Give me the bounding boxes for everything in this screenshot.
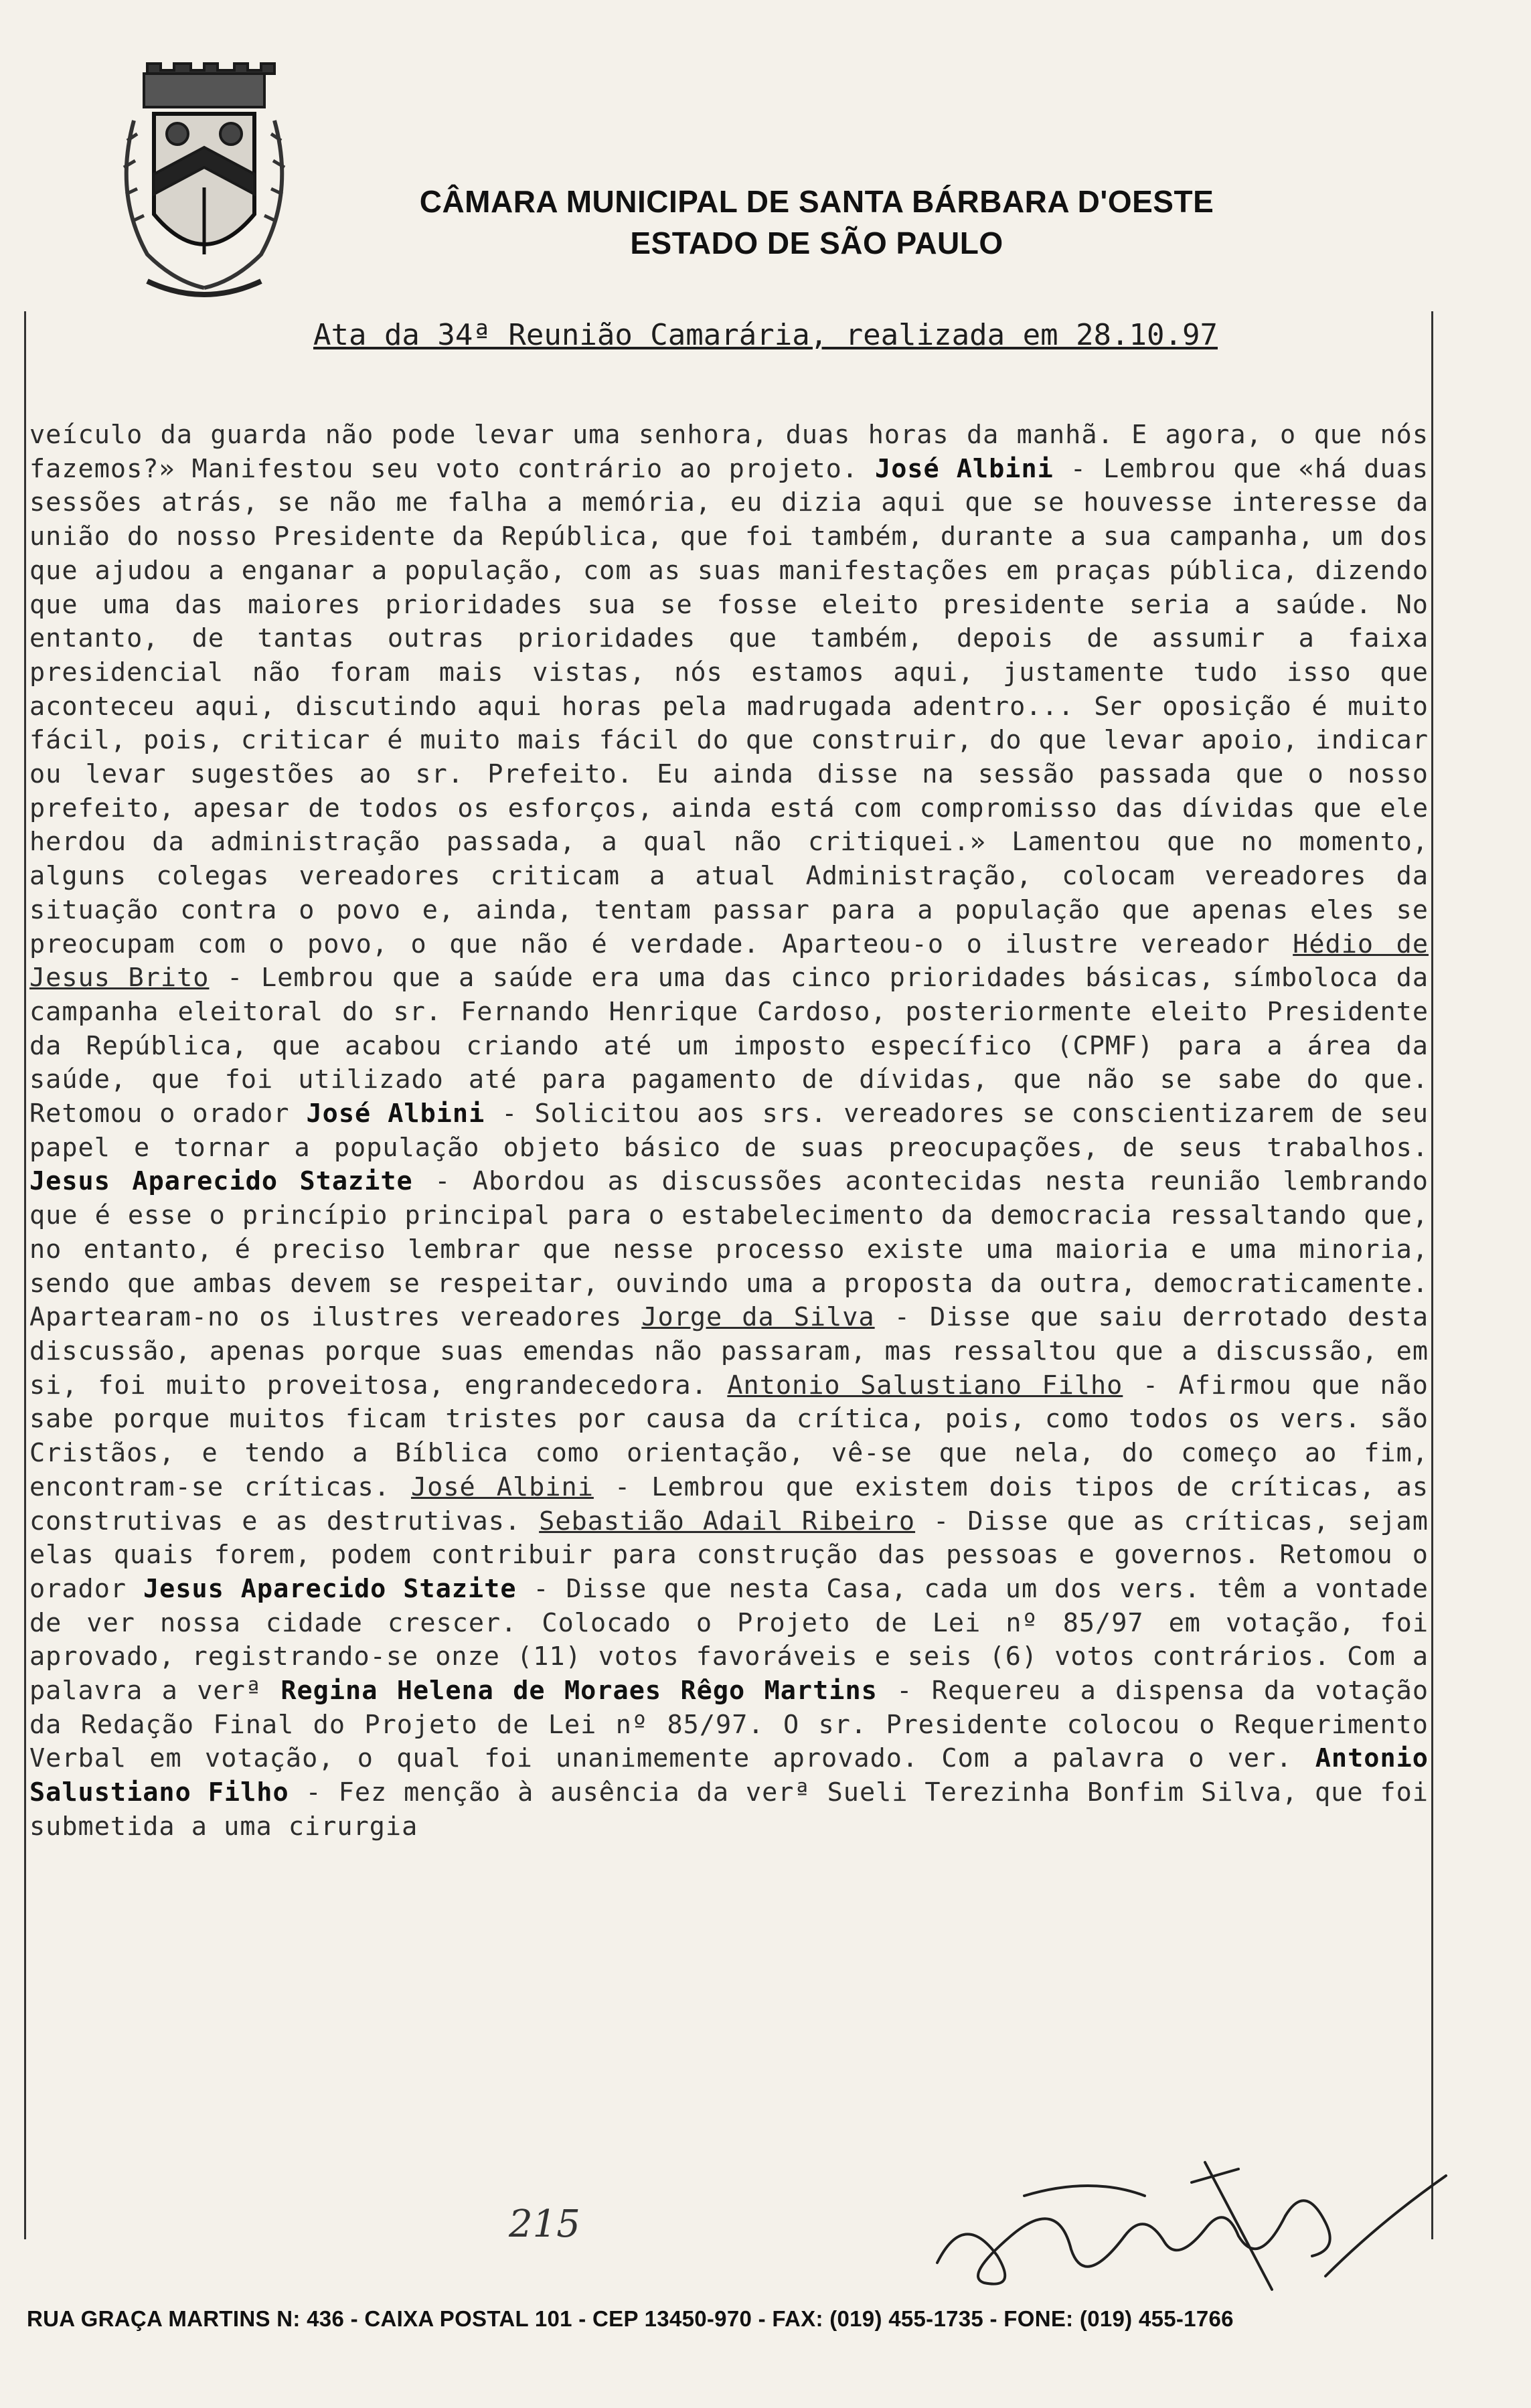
speaker-name: José Albini <box>875 453 1054 484</box>
speaker-name: Jesus Aparecido Stazite <box>29 1166 413 1197</box>
minutes-text: - Disse que nesta Casa, cada um dos vers. têm a vontade de ver nossa cidade crescer. Colocado o Projeto de Lei nº 85/97 em votação, foi aprovado, registrando-se onze (11) votos favoráveis e seis (6) votos contrários. Com a palavra a verª <box>29 1573 1429 1706</box>
municipal-coat-of-arms <box>107 60 301 308</box>
minutes-text: - Abordou as discussões acontecidas nesta reunião lembrando que é esse o princípio principal para o estabelecimento da democracia ressaltando que, no entanto, é preciso lembrar que nesse processo existe uma maioria e uma minoria, sendo que ambas devem se respeitar, ouvindo uma a proposta da outra, democraticamente. Apartearam-no os ilustres vereadores <box>29 1166 1429 1333</box>
handwritten-page-number: 215 <box>509 2202 580 2246</box>
minutes-text: veículo da guarda não pode levar uma senhora, duas horas da manhã. E agora, o que nós fazemos?» Manifestou seu voto contrário ao projeto. <box>29 420 1429 484</box>
aparte-speaker-name: Jorge da Silva <box>641 1302 875 1333</box>
aparte-speaker-name: Antonio Salustiano Filho <box>727 1370 1123 1400</box>
right-margin-rule <box>1431 311 1433 2239</box>
letterhead-footer: RUA GRAÇA MARTINS N: 436 - CAIXA POSTAL 101 - CEP 13450-970 - FAX: (019) 455-1735 - FONE: (019) 455-1766 <box>27 2306 1234 2331</box>
aparte-speaker-name: Hédio de Jesus Brito <box>29 929 1429 993</box>
state-name: ESTADO DE SÃO PAULO <box>630 226 1003 260</box>
minutes-text: - Disse que saiu derrotado desta discussão, apenas porque suas emendas não passaram, mas ressaltou que a discussão, em si, foi muito proveitosa, engrandecedora. <box>29 1302 1429 1400</box>
minutes-text: - Afirmou que não sabe porque muitos ficam tristes por causa da crítica, pois, como todos os vers. são Cristãos, e tendo a Bíblica como orientação, vê-se que nela, do começo ao fim, encontram-se críticas. <box>29 1370 1429 1502</box>
minutes-text: - Lembrou que «há duas sessões atrás, se não me falha a memória, eu dizia aqui que se houvesse interesse da união do nosso Presidente da República, que foi também, durante a sua campanha, um dos que ajudou a enganar a população, com as suas manifestações em praças pública, dizendo que uma das maiores prioridades sua se fosse eleito presidente seria a saúde. No entanto, de tantas outras prioridades que também, depois de assumir a faixa presidencial não foram mais vistas, nós estamos aqui, justamente tudo isso que aconteceu aqui, discutindo aqui horas pela madrugada adentro... Ser oposição é muito fácil, pois, criticar é muito mais fácil do que construir, do que levar apoio, indicar ou levar sugestões ao sr. Prefeito. Eu ainda disse na sessão passada que o nosso prefeito, apesar de todos os esforços, ainda está com compromisso das dívidas que ele herdou da administração passada, a qual não critiquei.» Lamentou que no momento, alguns colegas vereadores criticam a atual Administração, colocam vereadores da situação contra o povo e, ainda, tentam passar para a população que apenas eles se preocupam com o povo, o que não é verdade. Aparteou-o o ilustre vereador <box>29 453 1429 959</box>
left-margin-rule <box>24 311 26 2239</box>
aparte-speaker-name: José Albini <box>410 1471 594 1502</box>
speaker-name: José Albini <box>306 1099 485 1129</box>
minutes-text: - Lembrou que existem dois tipos de críticas, as construtivas e as destrutivas. <box>29 1471 1429 1536</box>
minutes-text: - Requereu a dispensa da votação da Redação Final do Projeto de Lei nº 85/97. O sr. Presidente colocou o Requerimento Verbal em votação, o qual foi unanimemente aprovado. Com a palavra o ver. <box>29 1676 1429 1774</box>
institution-name: CÂMARA MUNICIPAL DE SANTA BÁRBARA D'OESTE <box>419 184 1214 219</box>
minutes-text: - Disse que as críticas, sejam elas quais forem, podem contribuir para construção das pessoas e governos. Retomou o orador <box>29 1506 1429 1604</box>
speaker-name: Antonio Salustiano Filho <box>29 1743 1429 1808</box>
handwritten-signature <box>924 2156 1459 2310</box>
minutes-text: - Lembrou que a saúde era uma das cinco prioridades básicas, símboloca da campanha eleitoral do sr. Fernando Henrique Cardoso, posteriormente eleito Presidente da República, que acabou criando até um imposto específico (CPMF) para a área da saúde, que foi utilizado até para pagamento de dívidas, que não se sabe do que. Retomou o orador <box>29 963 1429 1129</box>
minutes-title: Ata da 34ª Reunião Camarária, realizada em 28.10.97 <box>313 318 1218 352</box>
minutes-text: - Fez menção à ausência da verª Sueli Terezinha Bonfim Silva, que foi submetida a uma cirurgia <box>29 1777 1429 1842</box>
minutes-body <box>29 418 1429 1844</box>
letterhead <box>348 181 1285 264</box>
speaker-name: Regina Helena de Moraes Rêgo Martins <box>280 1676 878 1706</box>
speaker-name: Jesus Aparecido Stazite <box>143 1573 517 1604</box>
aparte-speaker-name: Sebastião Adail Ribeiro <box>539 1506 916 1536</box>
minutes-text: - Solicitou aos srs. vereadores se conscientizarem de seu papel e tornar a população objeto básico de suas preocupações, de seus trabalhos. <box>29 1099 1429 1163</box>
